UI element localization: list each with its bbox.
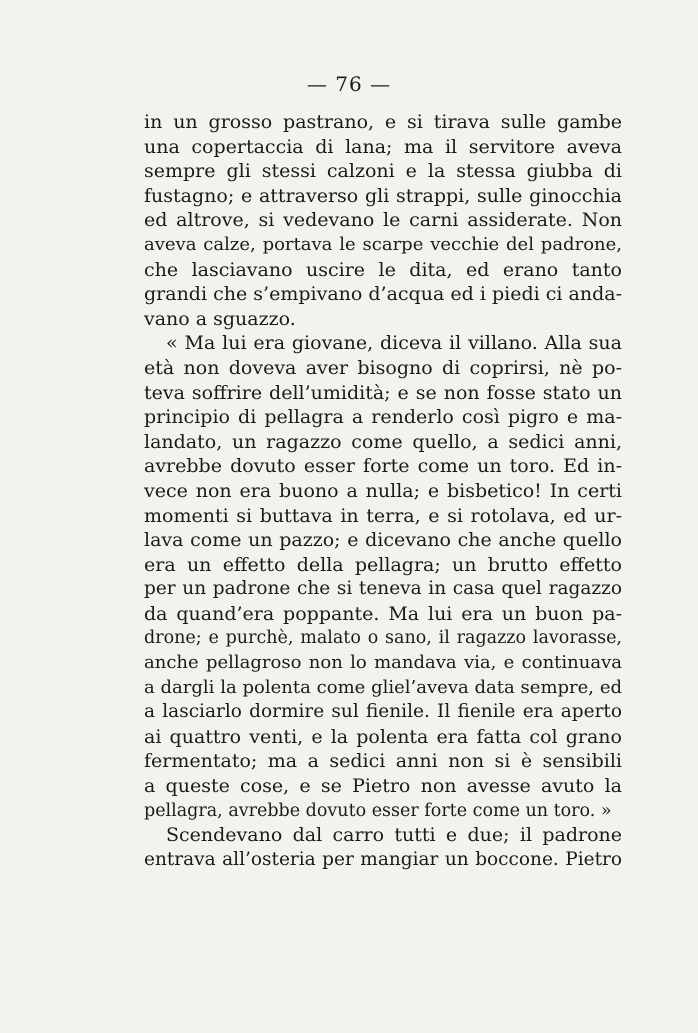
text-line: età non doveva aver bisogno di coprirsi, nè po- xyxy=(144,356,622,379)
body-text xyxy=(144,110,622,872)
text-line: momenti si buttava in terra, e si rotolava, ed ur- xyxy=(144,504,622,527)
text-line: principio di pellagra a renderlo così pigro e ma- xyxy=(144,406,622,429)
text-line: entrava all’osteria per mangiar un boccone. Pietro xyxy=(144,848,622,870)
text-line: landato, un ragazzo come quello, a sedici anni, xyxy=(144,430,622,453)
text-line: anche pellagroso non lo mandava via, e continuava xyxy=(144,652,622,674)
text-line: vano a sguazzo. xyxy=(144,307,296,330)
text-line: drone; e purchè, malato o sano, il ragazzo lavorasse, xyxy=(144,628,622,649)
text-line: a queste cose, e se Pietro non avesse avuto la xyxy=(144,775,622,798)
text-line: era un effetto della pellagra; un brutto effetto xyxy=(144,553,622,576)
text-line: una copertaccia di lana; ma il servitore aveva xyxy=(144,135,622,158)
text-line: avrebbe dovuto esser forte come un toro. Ed in- xyxy=(144,455,622,478)
text-line: Scendevano dal carro tutti e due; il padrone xyxy=(166,824,622,847)
text-line: a dargli la polenta come gliel’aveva data sempre, ed xyxy=(144,676,622,698)
text-line: pellagra, avrebbe dovuto esser forte come un toro. » xyxy=(144,800,612,821)
text-line: a lasciarlo dormire sul fienile. Il fienile era aperto xyxy=(144,701,622,723)
text-line: lava come un pazzo; e dicevano che anche quello xyxy=(144,529,622,552)
text-line: sempre gli stessi calzoni e la stessa giubba di xyxy=(144,160,622,183)
text-line: in un grosso pastrano, e si tirava sulle gambe xyxy=(144,111,622,133)
text-line: vece non era buono a nulla; e bisbetico! In certi xyxy=(144,479,622,502)
text-line: che lasciavano uscire le dita, ed erano tanto xyxy=(144,258,622,281)
text-line: aveva calze, portava le scarpe vecchie del padrone, xyxy=(144,233,622,255)
page-number: — 76 — xyxy=(306,72,392,96)
text-line: da quand’era poppante. Ma lui era un buon pa- xyxy=(144,602,622,625)
text-line: teva soffrire dell’umidità; e se non fosse stato un xyxy=(144,381,622,404)
text-line: ai quattro venti, e la polenta era fatta col grano xyxy=(144,725,622,748)
text-line: ed altrove, si vedevano le carni assiderate. Non xyxy=(144,209,622,232)
text-line: fustagno; e attraverso gli strappi, sulle ginocchia xyxy=(144,184,622,207)
text-line: fermentato; ma a sedici anni non si è sensibili xyxy=(144,750,622,773)
text-line: grandi che s’empivano d’acqua ed i piedi ci anda- xyxy=(144,283,622,306)
text-line: « Ma lui era giovane, diceva il villano. Alla sua xyxy=(166,332,622,355)
text-line: per un padrone che si teneva in casa quel ragazzo xyxy=(144,578,622,600)
